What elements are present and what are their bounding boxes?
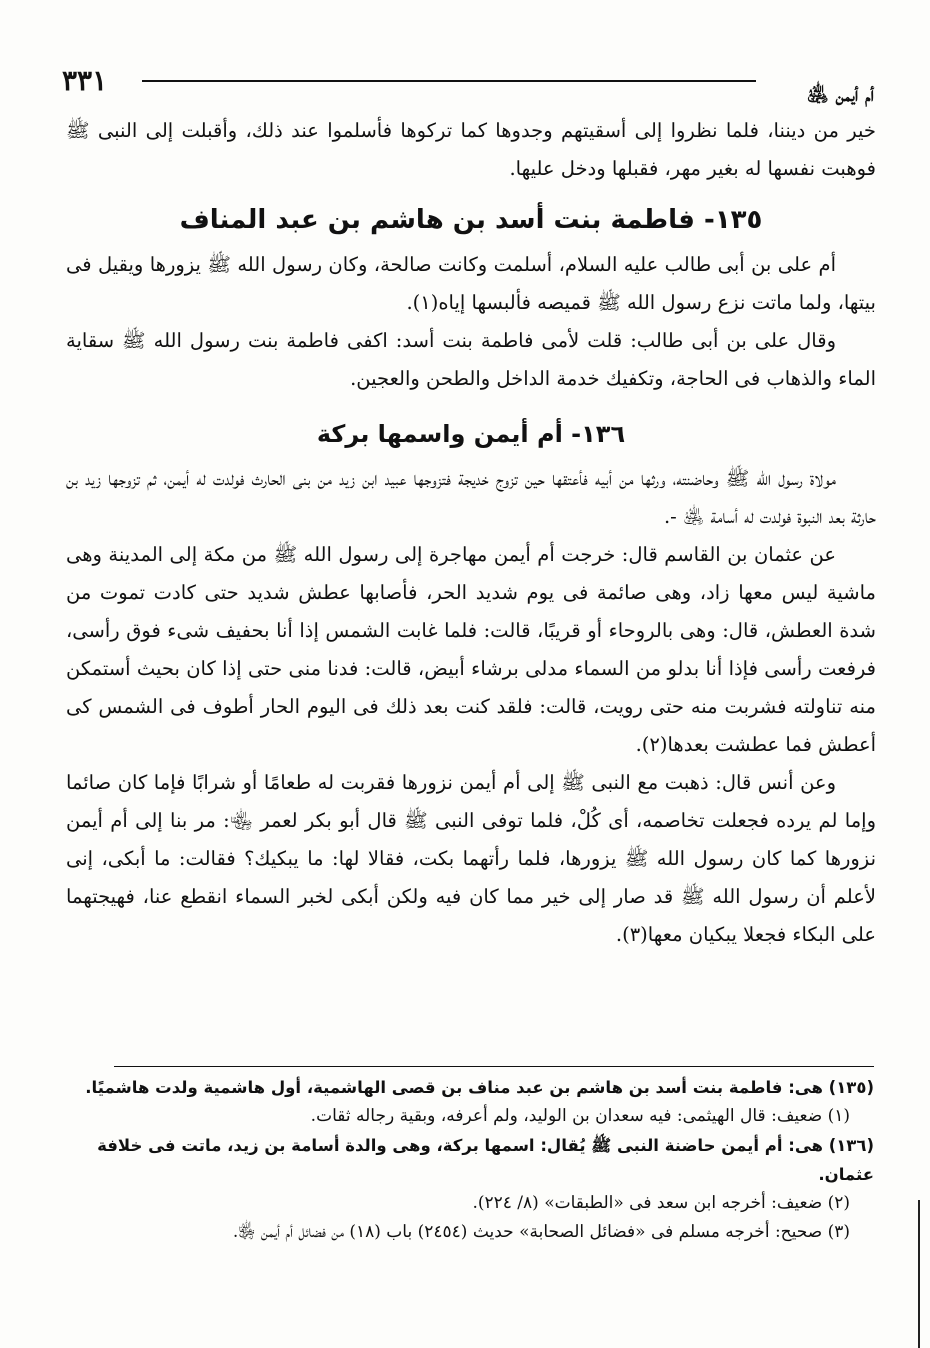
footnote-2: (٢) ضعيف: أخرجه ابن سعد فى «الطبقات» (٨/ ٢٢٤). [472, 1193, 850, 1213]
footnote-135: (١٣٥) هى: فاطمة بنت أسد بن هاشم بن عبد مناف بن قصى الهاشمية، أول هاشمية ولدت هاشميًا. [85, 1078, 874, 1097]
footnote-3: (٣) صحيح: أخرجه مسلم فى «فضائل الصحابة» حديث (٢٤٥٤) باب (١٨) من فضائل أم أيمن ﵂. [232, 1222, 850, 1242]
page-number: ٣٣١ [62, 64, 108, 97]
paragraph-uthman-narration: عن عثمان بن القاسم قال: خرجت أم أيمن مهاجرة إلى رسول الله ﷺ من مكة إلى المدينة وهى ماشية ليس معها زاد، وهى صائمة فى يوم شديد الحر، فأصابها عطش شديد حتى كادت تموت من شدة العطش، قال: وهى بالروحاء أو قريبًا، قالت: فلما غابت الشمس إذا أنا بحفيف شىء فوق رأسى، فرفعت رأسى فإذا أنا بدلو من السماء مدلى برشاء أبيض، قالت: فدنا منى حتى إذا كان بحيث أستمكن منه تناولته فشربت منه حتى رويت، قالت: فلقد كنت بعد ذلك فى اليوم الحار أطوف فى الشمس كى أعطش فما عطشت بعدها(٢). [66, 543, 876, 756]
section-heading-136: ١٣٦- أم أيمن واسمها بركة [316, 420, 626, 448]
section-heading-135: ١٣٥- فاطمة بنت أسد بن هاشم بن عبد المناف [179, 205, 763, 235]
paragraph-continued: خير من ديننا، فلما نظروا إلى أسقيتهم وجدوها كما تركوها فأسلموا عند ذلك، وأقبلت إلى النبى ﷺ فوهبت نفسها له بغير مهر، فقبلها ودخل عليها. [66, 119, 876, 180]
paragraph-fatima-intro: أم على بن أبى طالب عليه السلام، أسلمت وكانت صالحة، وكان رسول الله ﷺ يزورها ويقيل فى بيتها، ولما ماتت نزع رسول الله ﷺ قميصه فألبسها إياه(١). [66, 253, 876, 314]
body-text [66, 112, 876, 954]
footnote-rule [114, 1066, 874, 1067]
paragraph-umm-ayman-intro: مولاة رسول الله ﷺ وحاضنته، ورثها من أبيه فأعتقها حين تزوج خديجة فتزوجها عبيد ابن زيد من بنى الحارث فولدت له أيمن، ثم تزوجها زيد بن حارثة بعد النبوة فولدت له أسامة ﵁ -. [66, 467, 876, 528]
running-title: أم أيمن ﵁ [806, 82, 874, 106]
page-edge-line [918, 1200, 920, 1348]
footnote-136: (١٣٦) هى: أم أيمن حاضنة النبى ﷺ يُقال: اسمها بركة، وهى والدة أسامة بن زيد، ماتت فى خلافة عثمان. [97, 1136, 874, 1184]
header-rule [142, 80, 756, 82]
paragraph-anas-narration: وعن أنس قال: ذهبت مع النبى ﷺ إلى أم أيمن نزورها فقربت له طعامًا أو شرابًا فإما كان صائما وإما لم يرده فجعلت تخاصمه، أى كُلْ، فلما توفى النبى ﷺ قال أبو بكر لعمر ﵄: مر بنا إلى أم أيمن نزورها كما كان رسول الله ﷺ يزورها، فلما رأتهما بكت، فقالا لها: ما يبكيك؟ فقالت: ما أبكى، إنى لأعلم أن رسول الله ﷺ قد صار إلى خير مما كان فيه ولكن أبكى لخبر السماء انقطع عنا، فهيجتهما على البكاء فجعلا يبكيان معها(٣). [66, 771, 876, 946]
paragraph-ali-quote: وقال على بن أبى طالب: قلت لأمى فاطمة بنت أسد: اكفى فاطمة بنت رسول الله ﷺ سقاية الماء والذهاب فى الحاجة، وتكفيك خدمة الداخل والطحن والعجين. [66, 329, 876, 390]
footnotes [62, 1066, 874, 1247]
page-header [62, 62, 874, 110]
footnote-1: (١) ضعيف: قال الهيثمى: فيه سعدان بن الوليد، ولم أعرفه، وبقية رجاله ثقات. [310, 1106, 850, 1126]
